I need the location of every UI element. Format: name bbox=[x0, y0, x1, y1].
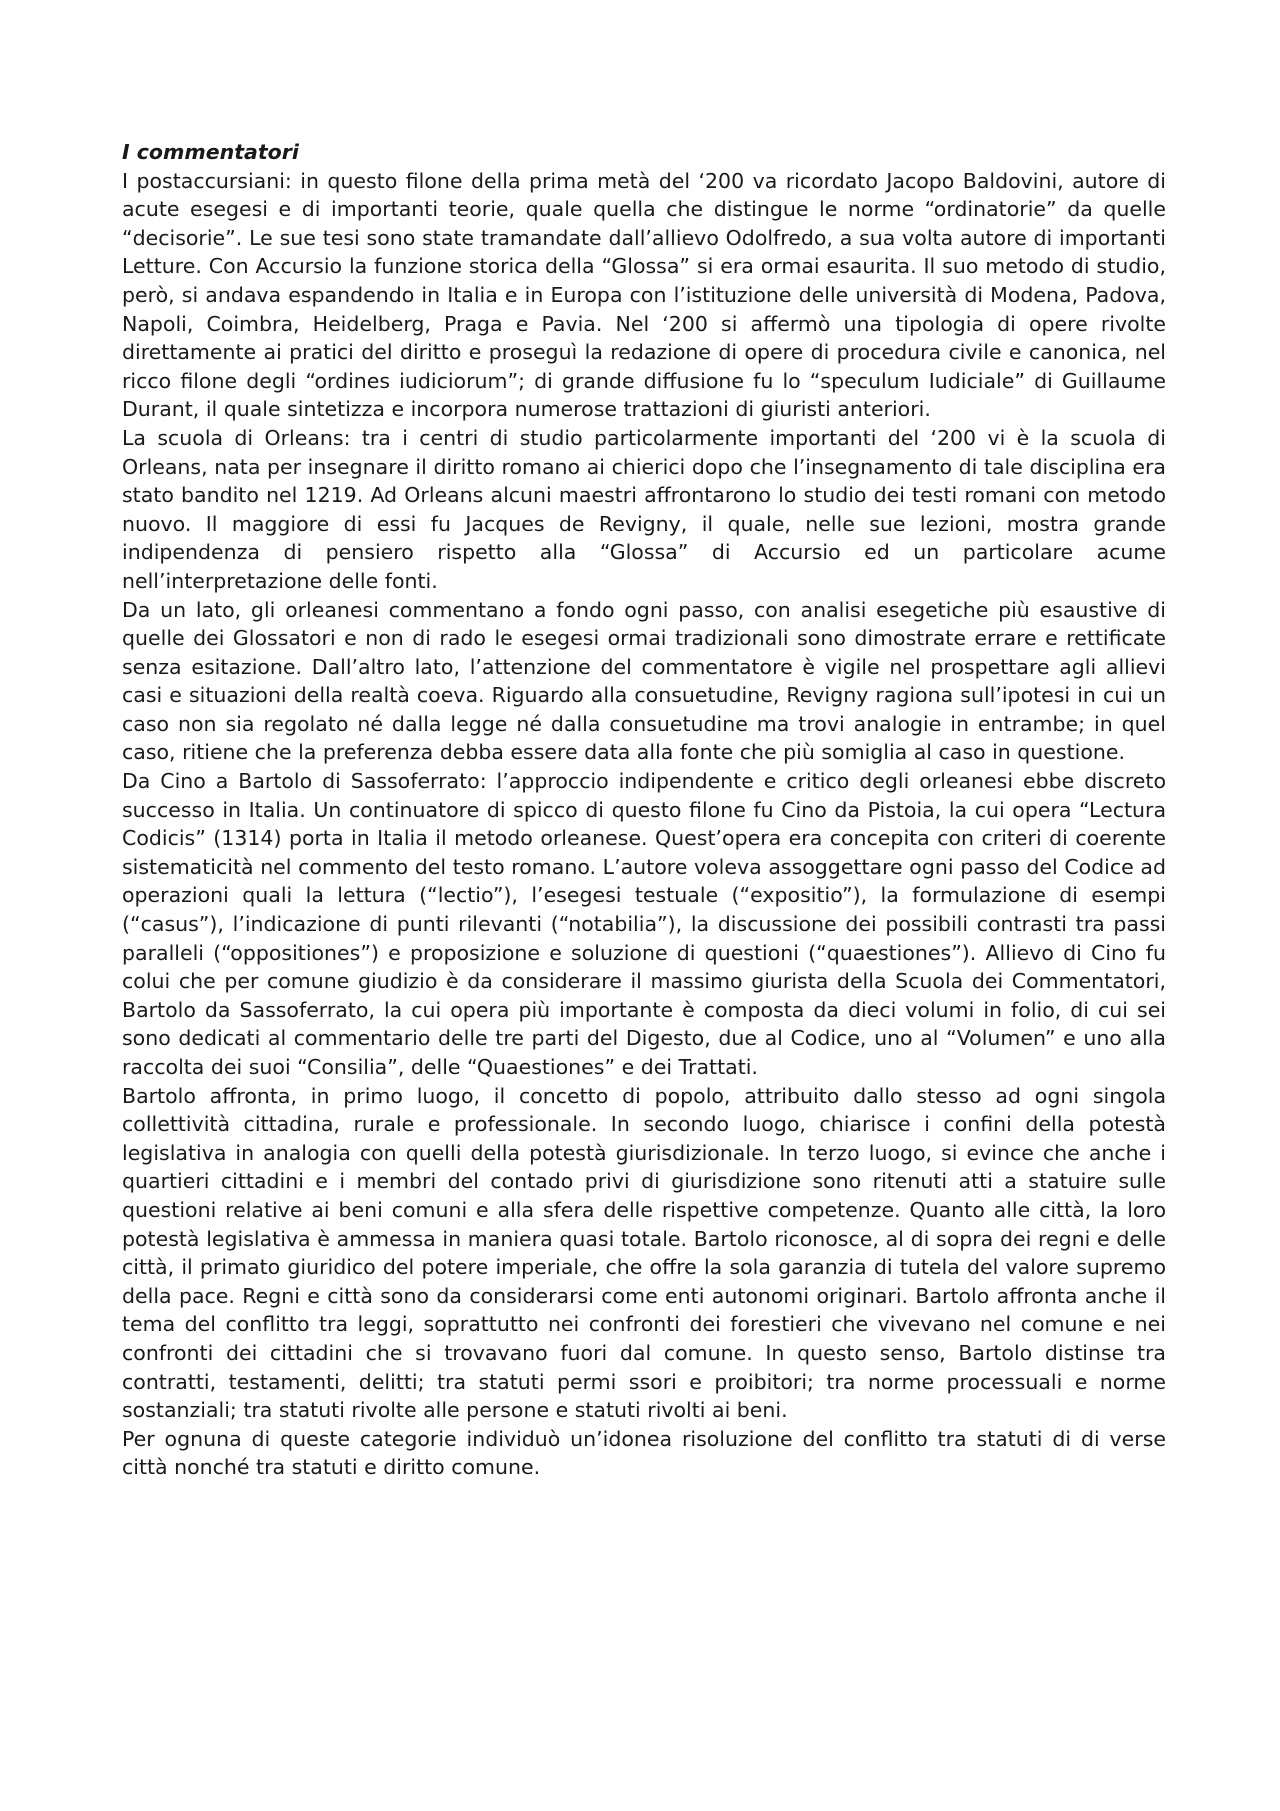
paragraph-categorie: Per ognuna di queste categorie individuò un’idonea risoluzione del conflitto tra statuti di di verse città nonché tra statuti e diritto comune. bbox=[122, 1426, 1166, 1480]
paragraph-postaccursiani: I postaccursiani: in questo filone della prima metà del ‘200 va ricordato Jacopo Baldovini, autore di acute esegesi e di importanti teorie, quale quella che distingue le norme “ordinatorie” da quelle “decisorie”. Le sue tesi sono state tramandate dall’allievo Odolfredo, a sua volta autore di importanti Letture. Con Accursio la funzione storica della “Glossa” si era ormai esaurita. Il suo metodo di studio, però, si andava espandendo in Italia e in Europa con l’istituzione delle università di Modena, Padova, Napoli, Coimbra, Heidelberg, Praga e Pavia. Nel ‘200 si affermò una tipologia di opere rivolte direttamente ai pratici del diritto e proseguì la redazione di opere di procedura civile e canonica, nel ricco filone degli “ordines iudiciorum”; di grande diffusione fu lo “speculum Iudiciale” di Guillaume Durant, il quale sintetizza e incorpora numerose trattazioni di giuristi anteriori. bbox=[122, 168, 1166, 422]
paragraph-bartolo-popolo: Bartolo affronta, in primo luogo, il concetto di popolo, attribuito dallo stesso ad ogni singola collettività cittadina, rurale e professionale. In secondo luogo, chiarisce i confini della potestà legislativa in analogia con quelli della potestà giurisdizionale. In terzo luogo, si evince che anche i quartieri cittadini e i membri del contado privi di giurisdizione sono ritenuti atti a statuire sulle questioni relative ai beni comuni e alla sfera delle rispettive competenze. Quanto alle città, la loro potestà legislativa è ammessa in maniera quasi totale. Bartolo riconosce, al di sopra dei regni e delle città, il primato giuridico del potere imperiale, che offre la sola garanzia di tutela del valore supremo della pace. Regni e città sono da considerarsi come enti autonomi originari. Bartolo affronta anche il tema del conflitto tra leggi, soprattutto nei confronti dei forestieri che vivevano nel comune e nei confronti dei cittadini che si trovavano fuori dal comune. In questo senso, Bartolo distinse tra contratti, testamenti, delitti; tra statuti permi ssori e proibitori; tra norme processuali e norme sostanziali; tra statuti rivolte alle persone e statuti rivolti ai beni. bbox=[122, 1083, 1166, 1423]
paragraph-scuola-orleans: La scuola di Orleans: tra i centri di studio particolarmente importanti del ‘200 vi è la scuola di Orleans, nata per insegnare il diritto romano ai chierici dopo che l’insegnamento di tale disciplina era stato bandito nel 1219. Ad Orleans alcuni maestri affrontarono lo studio dei testi romani con metodo nuovo. Il maggiore di essi fu Jacques de Revigny, il quale, nelle sue lezioni, mostra grande indipendenza di pensiero rispetto alla “Glossa” di Accursio ed un particolare acume nell’interpretazione delle fonti. bbox=[122, 425, 1166, 593]
document-title: I commentatori bbox=[122, 140, 299, 164]
document-page bbox=[122, 138, 1166, 1482]
paragraph-cino-bartolo: Da Cino a Bartolo di Sassoferrato: l’approccio indipendente e critico degli orleanesi ebbe discreto successo in Italia. Un continuatore di spicco di questo filone fu Cino da Pistoia, la cui opera “Lectura Codicis” (1314) porta in Italia il metodo orleanese. Quest’opera era concepita con criteri di coerente sistematicità nel commento del testo romano. L’autore voleva assoggettare ogni passo del Codice ad operazioni quali la lettura (“lectio”), l’esegesi testuale (“expositio”), la formulazione di esempi (“casus”), l’indicazione di punti rilevanti (“notabilia”), la discussione dei possibili contrasti tra passi paralleli (“oppositiones”) e proposizione e soluzione di questioni (“quaestiones”). Allievo di Cino fu colui che per comune giudizio è da considerare il massimo giurista della Scuola dei Commentatori, Bartolo da Sassoferrato, la cui opera più importante è composta da dieci volumi in folio, di cui sei sono dedicati al commentario delle tre parti del Digesto, due al Codice, uno al “Volumen” e uno alla raccolta dei suoi “Consilia”, delle “Quaestiones” e dei Trattati. bbox=[122, 769, 1166, 1079]
paragraph-orleanesi-metodo: Da un lato, gli orleanesi commentano a fondo ogni passo, con analisi esegetiche più esaustive di quelle dei Glossatori e non di rado le esegesi ormai tradizionali sono dimostrate errare e rettificate senza esitazione. Dall’altro lato, l’attenzione del commentatore è vigile nel prospettare agli allievi casi e situazioni della realtà coeva. Riguardo alla consuetudine, Revigny ragiona sull’ipotesi in cui un caso non sia regolato né dalla legge né dalla consuetudine ma trovi analogie in entrambe; in quel caso, ritiene che la preferenza debba essere data alla fonte che più somiglia al caso in questione. bbox=[122, 597, 1166, 765]
